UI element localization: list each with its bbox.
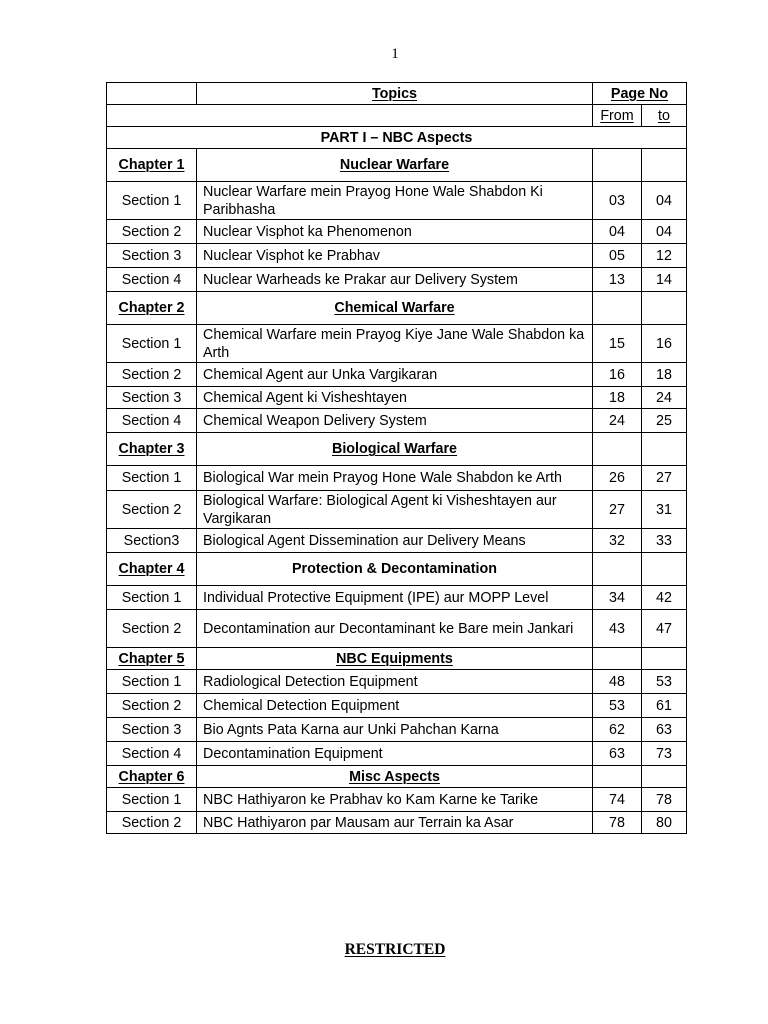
page-to: 04 — [642, 182, 687, 220]
section-title: Nuclear Warfare mein Prayog Hone Wale Shabdon Ki Paribhasha — [197, 182, 593, 220]
subheader-blank-cell — [107, 105, 593, 127]
page-from: 62 — [593, 718, 642, 742]
chapter-row — [107, 648, 687, 670]
chapter-title: Biological Warfare — [197, 433, 593, 466]
section-label: Section 2 — [107, 812, 197, 834]
page-to: 73 — [642, 742, 687, 766]
contents-table — [106, 82, 687, 834]
chapter-label: Chapter 4 — [107, 553, 197, 586]
section-row — [107, 220, 687, 244]
page-to: 61 — [642, 694, 687, 718]
empty-cell — [593, 553, 642, 586]
section-title: Individual Protective Equipment (IPE) aur MOPP Level — [197, 586, 593, 610]
chapter-row — [107, 766, 687, 788]
page-to: 16 — [642, 325, 687, 363]
page-to: 04 — [642, 220, 687, 244]
section-row — [107, 742, 687, 766]
section-label: Section 2 — [107, 220, 197, 244]
section-title: Nuclear Visphot ka Phenomenon — [197, 220, 593, 244]
page-from: 43 — [593, 610, 642, 648]
section-title: Biological Warfare: Biological Agent ki Visheshtayen aur Vargikaran — [197, 491, 593, 529]
chapter-label: Chapter 2 — [107, 292, 197, 325]
chapter-title: Chemical Warfare — [197, 292, 593, 325]
classification-footer: RESTRICTED — [344, 941, 446, 958]
chapter-title: Nuclear Warfare — [197, 149, 593, 182]
section-row — [107, 325, 687, 363]
chapter-label: Chapter 5 — [107, 648, 197, 670]
section-row — [107, 182, 687, 220]
page-from: 26 — [593, 466, 642, 491]
page-to: 31 — [642, 491, 687, 529]
page-from: 24 — [593, 409, 642, 433]
section-title: Nuclear Warheads ke Prakar aur Delivery System — [197, 268, 593, 292]
page-to: 24 — [642, 387, 687, 409]
section-label: Section 1 — [107, 325, 197, 363]
section-label: Section 2 — [107, 491, 197, 529]
section-row — [107, 387, 687, 409]
section-label: Section 4 — [107, 742, 197, 766]
page-to: 47 — [642, 610, 687, 648]
section-row — [107, 670, 687, 694]
section-row — [107, 529, 687, 553]
page-from: 78 — [593, 812, 642, 834]
section-row — [107, 586, 687, 610]
page-to: 18 — [642, 363, 687, 387]
section-title: Biological Agent Dissemination aur Delivery Means — [197, 529, 593, 553]
chapter-label: Chapter 3 — [107, 433, 197, 466]
section-title: Chemical Warfare mein Prayog Kiye Jane Wale Shabdon ka Arth — [197, 325, 593, 363]
section-row — [107, 610, 687, 648]
page-from: 34 — [593, 586, 642, 610]
page-from: 74 — [593, 788, 642, 812]
section-label: Section 1 — [107, 788, 197, 812]
chapter-row — [107, 553, 687, 586]
header-blank-cell — [107, 83, 197, 105]
section-row — [107, 788, 687, 812]
section-title: Bio Agnts Pata Karna aur Unki Pahchan Karna — [197, 718, 593, 742]
page-to: 14 — [642, 268, 687, 292]
page-from: 32 — [593, 529, 642, 553]
page-to: 33 — [642, 529, 687, 553]
section-label: Section 1 — [107, 182, 197, 220]
chapter-row — [107, 292, 687, 325]
section-title: Chemical Weapon Delivery System — [197, 409, 593, 433]
section-label: Section 2 — [107, 363, 197, 387]
subheader-row — [107, 105, 687, 127]
page-to: 25 — [642, 409, 687, 433]
section-label: Section 1 — [107, 586, 197, 610]
section-row — [107, 268, 687, 292]
empty-cell — [593, 292, 642, 325]
page-from: 27 — [593, 491, 642, 529]
chapter-row — [107, 149, 687, 182]
page-from: 48 — [593, 670, 642, 694]
empty-cell — [593, 433, 642, 466]
section-label: Section3 — [107, 529, 197, 553]
empty-cell — [642, 648, 687, 670]
page-from: 53 — [593, 694, 642, 718]
page-to: 80 — [642, 812, 687, 834]
section-row — [107, 244, 687, 268]
empty-cell — [642, 149, 687, 182]
empty-cell — [593, 766, 642, 788]
section-row — [107, 812, 687, 834]
empty-cell — [642, 553, 687, 586]
page-from: 03 — [593, 182, 642, 220]
section-row — [107, 491, 687, 529]
page-from: 04 — [593, 220, 642, 244]
chapter-title: Protection & Decontamination — [197, 553, 593, 586]
chapter-title: Misc Aspects — [197, 766, 593, 788]
section-label: Section 1 — [107, 670, 197, 694]
section-row — [107, 409, 687, 433]
section-label: Section 2 — [107, 694, 197, 718]
part-title: PART I – NBC Aspects — [107, 127, 687, 149]
empty-cell — [642, 433, 687, 466]
page-to: 42 — [642, 586, 687, 610]
section-title: Chemical Agent aur Unka Vargikaran — [197, 363, 593, 387]
section-row — [107, 363, 687, 387]
chapter-label: Chapter 6 — [107, 766, 197, 788]
part-row — [107, 127, 687, 149]
to-heading: to — [642, 105, 687, 127]
section-title: NBC Hathiyaron ke Prabhav ko Kam Karne ke Tarike — [197, 788, 593, 812]
page-number: 1 — [391, 46, 399, 62]
section-title: Biological War mein Prayog Hone Wale Shabdon ke Arth — [197, 466, 593, 491]
chapter-label: Chapter 1 — [107, 149, 197, 182]
page-from: 18 — [593, 387, 642, 409]
section-label: Section 2 — [107, 610, 197, 648]
section-label: Section 1 — [107, 466, 197, 491]
page-from: 15 — [593, 325, 642, 363]
section-title: NBC Hathiyaron par Mausam aur Terrain ka Asar — [197, 812, 593, 834]
page-to: 78 — [642, 788, 687, 812]
topics-heading: Topics — [197, 83, 593, 105]
page-to: 27 — [642, 466, 687, 491]
empty-cell — [642, 766, 687, 788]
section-title: Nuclear Visphot ke Prabhav — [197, 244, 593, 268]
section-title: Decontamination Equipment — [197, 742, 593, 766]
page-from: 05 — [593, 244, 642, 268]
section-title: Chemical Detection Equipment — [197, 694, 593, 718]
page-to: 63 — [642, 718, 687, 742]
section-title: Radiological Detection Equipment — [197, 670, 593, 694]
chapter-row — [107, 433, 687, 466]
page-from: 63 — [593, 742, 642, 766]
empty-cell — [593, 648, 642, 670]
section-title: Decontamination aur Decontaminant ke Bare mein Jankari — [197, 610, 593, 648]
section-label: Section 3 — [107, 387, 197, 409]
section-label: Section 4 — [107, 268, 197, 292]
page-to: 53 — [642, 670, 687, 694]
section-title: Chemical Agent ki Visheshtayen — [197, 387, 593, 409]
empty-cell — [642, 292, 687, 325]
page-no-heading: Page No — [593, 83, 687, 105]
header-row — [107, 83, 687, 105]
page-from: 13 — [593, 268, 642, 292]
page-from: 16 — [593, 363, 642, 387]
section-label: Section 4 — [107, 409, 197, 433]
section-row — [107, 718, 687, 742]
section-row — [107, 466, 687, 491]
from-heading: From — [593, 105, 642, 127]
page-to: 12 — [642, 244, 687, 268]
section-row — [107, 694, 687, 718]
section-label: Section 3 — [107, 718, 197, 742]
chapter-title: NBC Equipments — [197, 648, 593, 670]
empty-cell — [593, 149, 642, 182]
section-label: Section 3 — [107, 244, 197, 268]
